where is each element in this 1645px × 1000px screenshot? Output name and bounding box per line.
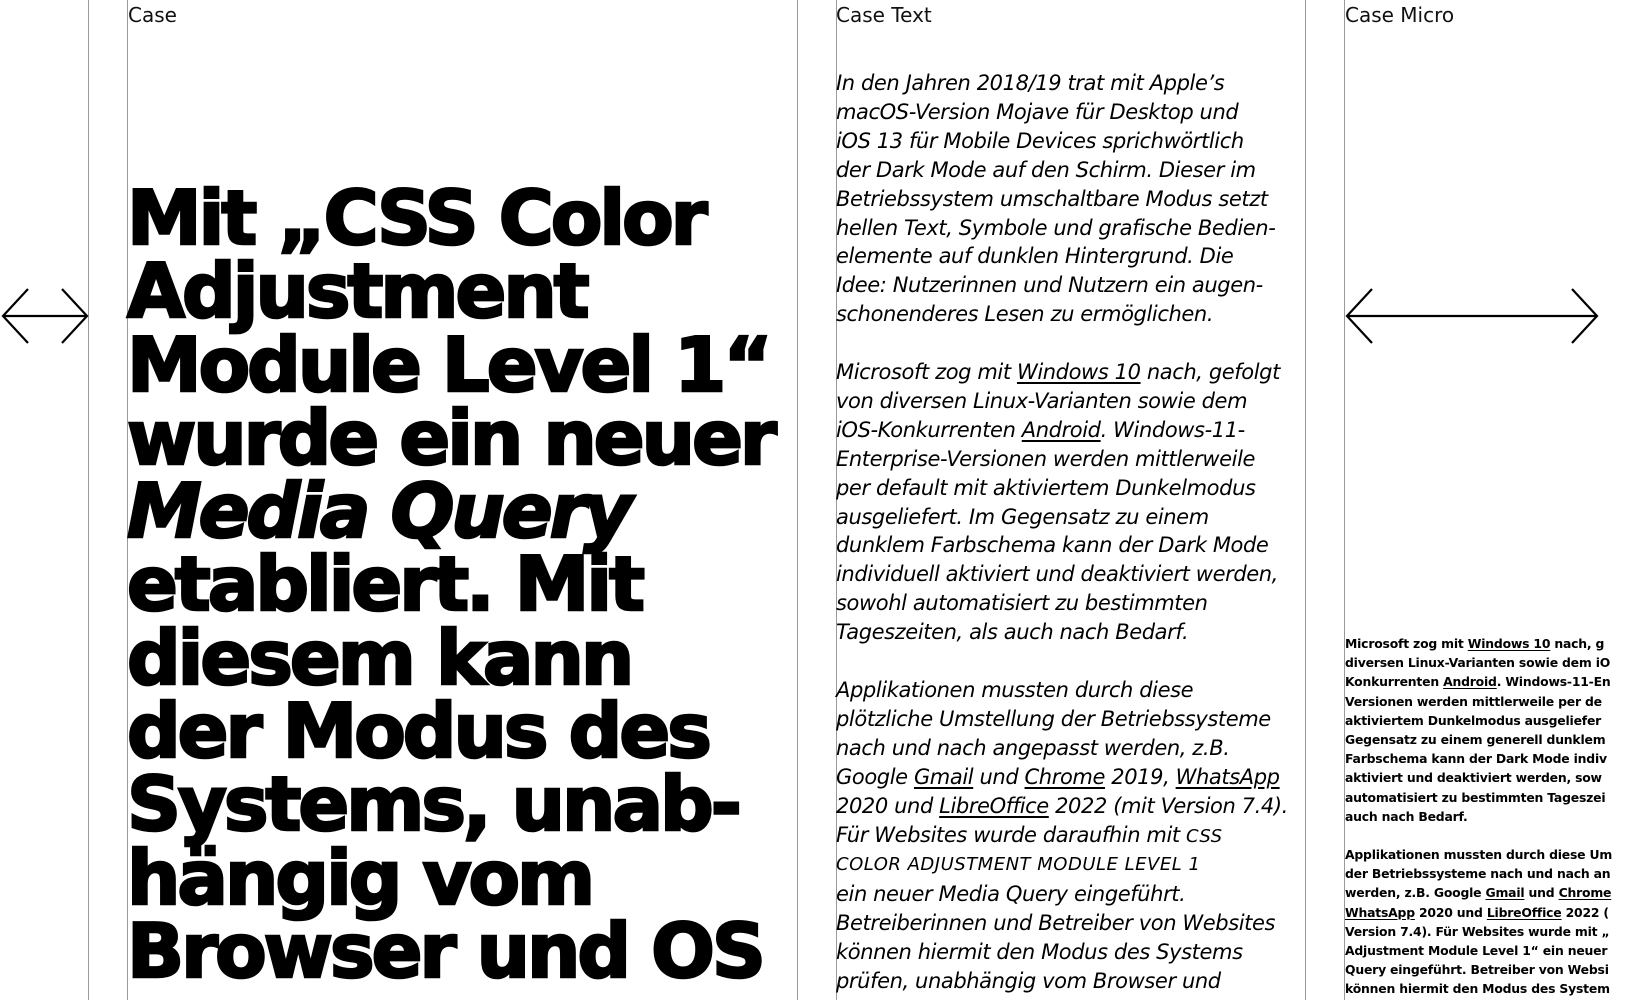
text-line: ausgeliefert. Im Gegensatz zu einem (836, 504, 1209, 529)
micro-paragraph-microsoft (1345, 634, 1645, 826)
text-line: individuell aktiviert und deaktiviert werden, (836, 562, 1278, 587)
heading-line: hängig vom (127, 833, 593, 922)
text-fragment: Microsoft zog mit (836, 360, 1017, 385)
micro-line: Gegensatz zu einem generell dunklem (1345, 732, 1606, 748)
link-windows-10[interactable]: Windows 10 (1467, 636, 1551, 651)
text-fragment: 2019, (1104, 764, 1176, 789)
heading-line: Mit „CSS Color (127, 174, 705, 262)
text-line: elemente auf dunklen Hintergrund. Die (836, 244, 1234, 269)
text-line: dunklem Farbschema kann der Dark Mode (836, 533, 1269, 558)
heading-line: etabliert. Mit (127, 540, 642, 629)
heading-line-italic: Media Query (127, 467, 630, 556)
case-micro-body (1345, 634, 1645, 999)
text-line: Applikationen mussten durch diese (836, 678, 1194, 702)
text-fragment: 2020 und (1414, 904, 1487, 920)
text-fragment: und (973, 764, 1025, 789)
text-line: ein neuer Media Query eingeführt. (836, 882, 1186, 907)
link-android[interactable]: Android (1021, 417, 1101, 442)
text-line: In den Jahren 2018/19 trat mit Apple’s (836, 71, 1225, 95)
link-gmail[interactable]: Gmail (913, 764, 974, 789)
text-line: prüfen, unabhängig vom Browser und (836, 969, 1221, 994)
text-fragment: Für Websites wurde daraufhin mit (836, 822, 1186, 847)
micro-line: Applikationen mussten durch diese Um (1345, 847, 1613, 863)
link-libreoffice[interactable]: LibreOffice (939, 793, 1049, 818)
micro-line (1345, 903, 1645, 922)
arrow-left-right-icon (0, 285, 90, 347)
text-line (836, 792, 1306, 821)
micro-line: aktiviertem Dunkelmodus ausgeliefer (1345, 712, 1602, 728)
column-label-case-micro: Case Micro (1345, 3, 1455, 27)
micro-line: können hiermit den Modus des System (1345, 981, 1610, 997)
text-fragment: 2022 ( (1561, 904, 1609, 920)
micro-line: Version 7.4). Für Websites wurde mit „ (1345, 923, 1610, 939)
paragraph-intro (836, 69, 1306, 329)
column-divider (88, 0, 89, 1000)
text-line: der Dark Mode auf den Schirm. Dieser im (836, 157, 1256, 182)
text-line: iOS 13 für Mobile Devices sprichwörtlich (836, 128, 1244, 153)
text-fragment: werden, z.B. Google (1345, 885, 1486, 901)
link-android[interactable]: Android (1443, 674, 1497, 690)
heading-line: Browser und OS (127, 906, 763, 995)
text-line (836, 763, 1306, 792)
micro-line: Query eingeführt. Betreiber von Websi (1345, 962, 1609, 978)
micro-paragraph-applications (1345, 845, 1645, 999)
text-line: plötzliche Umstellung der Betriebssysteme (836, 706, 1271, 731)
heading-line: Adjustment (127, 247, 587, 336)
heading-line: diesem kann (127, 613, 632, 702)
text-fragment: und (1524, 885, 1559, 901)
micro-line: Adjustment Module Level 1“ ein neuer (1345, 943, 1608, 959)
heading-line: Module Level 1“ (127, 320, 770, 409)
case-text-body (836, 69, 1306, 996)
micro-line: Versionen werden mittlerweile per de (1345, 693, 1602, 709)
heading-line: Systems, unab- (127, 760, 739, 849)
resize-handle-left[interactable] (0, 285, 90, 347)
text-line: Enterprise-Versionen werden mittlerweile (836, 446, 1256, 471)
micro-line: der Betriebssysteme nach und nach an (1345, 866, 1611, 882)
micro-line: diversen Linux-Varianten sowie dem iO (1345, 655, 1611, 671)
text-line (836, 821, 1306, 852)
text-line: macOS-Version Mojave für Desktop und (836, 99, 1239, 124)
text-line: per default mit aktiviertem Dunkelmodus (836, 475, 1256, 500)
micro-line: automatisiert zu bestimmten Tageszei (1345, 789, 1606, 805)
micro-line: Farbschema kann der Dark Mode indiv (1345, 751, 1607, 767)
text-line (836, 358, 1306, 387)
micro-line: auch nach Bedarf. (1345, 808, 1468, 824)
text-line: Betriebssystem umschaltbare Modus setzt (836, 186, 1268, 211)
text-fragment: nach, g (1550, 636, 1605, 651)
text-line: von diversen Linux-Varianten sowie dem (836, 388, 1248, 413)
link-chrome[interactable]: Chrome (1024, 764, 1105, 789)
resize-handle-right[interactable] (1344, 285, 1600, 347)
text-fragment: . Windows-11- (1100, 417, 1245, 442)
heading-line: der Modus des (127, 687, 709, 776)
micro-line: aktiviert und deaktiviert werden, sow (1345, 770, 1602, 786)
micro-line (1345, 672, 1645, 691)
link-chrome[interactable]: Chrome (1558, 885, 1612, 901)
link-gmail[interactable]: Gmail (1485, 885, 1525, 901)
heading-line: wurde ein neuer (127, 393, 774, 482)
micro-line (1345, 883, 1645, 902)
column-label-case: Case (128, 3, 177, 27)
paragraph-microsoft (836, 358, 1306, 647)
text-line: können hiermit den Modus des Systems (836, 940, 1243, 965)
link-windows-10[interactable]: Windows 10 (1016, 360, 1141, 385)
link-whatsapp[interactable]: WhatsApp (1175, 764, 1280, 789)
case-heading (127, 174, 807, 995)
micro-line (1345, 634, 1645, 653)
column-label-case-text: Case Text (836, 3, 932, 27)
text-line: Betreiberinnen und Betreiber von Websites (836, 911, 1276, 936)
text-fragment: Microsoft zog mit (1345, 636, 1468, 651)
text-line: nach und nach angepasst werden, z.B. (836, 735, 1230, 760)
text-fragment: iOS-Konkurrenten (836, 417, 1022, 442)
text-fragment: Konkurrenten (1345, 674, 1444, 690)
text-fragment: nach, gefolgt (1140, 360, 1280, 385)
text-line: Idee: Nutzerinnen und Nutzern ein augen- (836, 273, 1263, 298)
text-fragment: . Windows-11-En (1496, 674, 1611, 690)
arrow-left-right-icon (1344, 285, 1600, 347)
text-line (836, 416, 1306, 445)
text-line: hellen Text, Symbole und grafische Bedien- (836, 215, 1276, 240)
text-fragment: Google (836, 764, 914, 789)
paragraph-applications (836, 676, 1306, 996)
small-caps-text: CSS (1185, 825, 1223, 847)
link-libreoffice[interactable]: LibreOffice (1486, 904, 1562, 920)
small-caps-text: COLOR ADJUSTMENT MODULE LEVEL 1 (836, 854, 1201, 876)
text-line: sowohl automatisiert zu bestimmten (836, 591, 1208, 616)
text-line: schonenderes Lesen zu ermöglichen. (836, 302, 1214, 327)
text-fragment: 2022 (mit Version 7.4). (1048, 793, 1288, 818)
text-line: Tageszeiten, als auch nach Bedarf. (836, 620, 1189, 645)
link-whatsapp[interactable]: WhatsApp (1345, 904, 1415, 920)
text-fragment: 2020 und (836, 793, 940, 818)
